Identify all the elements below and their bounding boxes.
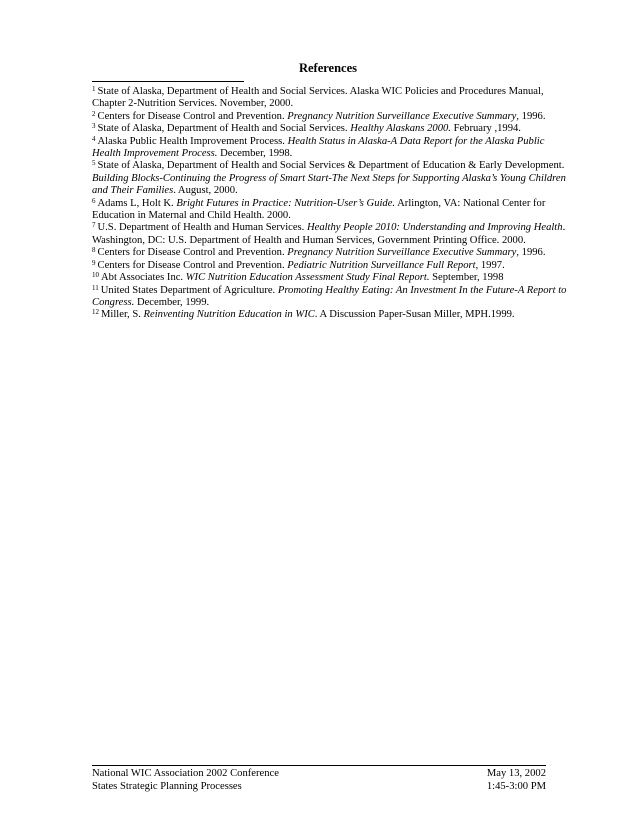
reference-item: $^5$ State of Alaska, Department of Health and Social Services & Department of Education & Early Development. Building Blocks-Continuing the Progress of Smart Start-The Next Steps for Supporting Alaska’s Young Children and Their Families. August, 2000. [92, 159, 566, 197]
references-list [92, 86, 572, 322]
reference-item: $^2$ Centers for Disease Control and Prevention. Pregnancy Nutrition Surveillance Executive Summary, 1996. [92, 109, 546, 122]
footer-session: States Strategic Planning Processes [92, 781, 242, 792]
footer-conference: National WIC Association 2002 Conference [92, 768, 279, 779]
reference-item: $^9$ Centers for Disease Control and Prevention. Pediatric Nutrition Surveillance Full Report, 1997. [92, 258, 505, 271]
reference-item: $^{11}$ United States Department of Agriculture. Promoting Healthy Eating: An Investment In the Future-A Report to Congress. December, 1999. [92, 283, 567, 308]
reference-item: $^6$ Adams L, Holt K. Bright Futures in Practice: Nutrition-User’s Guide. Arlington, VA: National Center for Education in Maternal and Child Health. 2000. [92, 196, 546, 222]
page-title: References [298, 61, 358, 75]
reference-item: $^{12}$ Miller, S. Reinventing Nutrition Education in WIC. A Discussion Paper-Susan Miller, MPH.1999. [92, 308, 515, 321]
footer-time: 1:45-3:00 PM [486, 781, 546, 792]
footer-divider [92, 765, 546, 766]
page-footer [92, 767, 546, 793]
reference-item: $^1$ State of Alaska, Department of Health and Social Services. Alaska WIC Policies and Procedures Manual, Chapter 2-Nutrition Services. November, 2000. [92, 85, 544, 110]
reference-item: $^{10}$ Abt Associates Inc. WIC Nutrition Education Assessment Study Final Report. September, 1998 [92, 271, 504, 284]
reference-item: $^7$ U.S. Department of Health and Human Services. Healthy People 2010: Understanding and Improving Health. Washington, DC: U.S. Department of Health and Human Services, Government Printing Office. 2000. [92, 221, 566, 246]
reference-item: $^8$ Centers for Disease Control and Prevention. Pregnancy Nutrition Surveillance Executive Summary, 1996. [92, 246, 546, 259]
footnote-divider [92, 81, 244, 82]
footer-date: May 13, 2002 [486, 768, 546, 779]
reference-item: $^4$ Alaska Public Health Improvement Process. Health Status in Alaska-A Data Report for the Alaska Public Health Improvement Process. December, 1998. [92, 134, 545, 160]
reference-item: $^3$ State of Alaska, Department of Health and Social Services. Healthy Alaskans 2000. February ,1994. [92, 122, 521, 135]
